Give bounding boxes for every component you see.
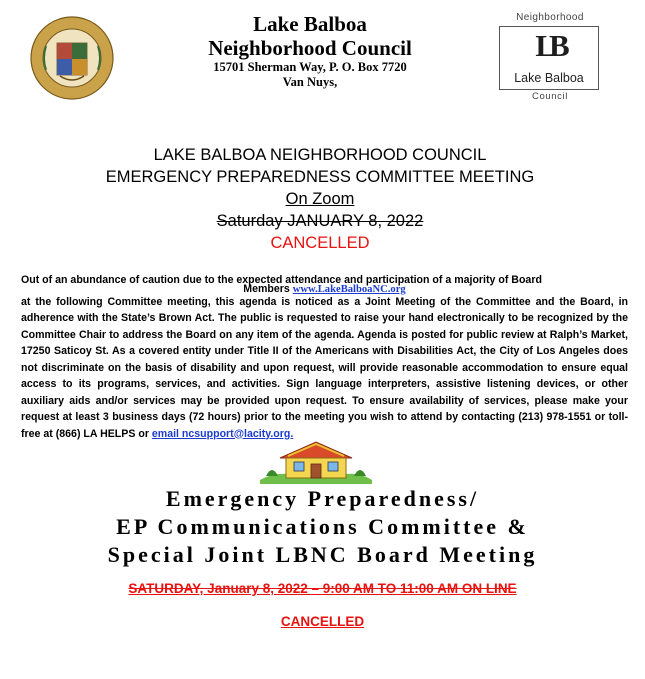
- logo-box: [499, 26, 599, 90]
- members-label: Members: [243, 282, 293, 295]
- city-seal-logo: [30, 16, 114, 100]
- lbnc-logo: [498, 12, 602, 100]
- address-line2: Van Nuys,: [282, 75, 338, 89]
- email-link[interactable]: email ncsupport@lacity.org.: [151, 427, 294, 440]
- main-heading-line1: Emergency Preparedness/: [165, 486, 480, 511]
- meeting-date-struck: Saturday JANUARY 8, 2022: [216, 212, 424, 230]
- notice-paragraph: [21, 272, 628, 442]
- meeting-venue: On Zoom: [285, 190, 355, 208]
- council-header: [150, 12, 470, 90]
- main-heading-line3: Special Joint LBNC Board Meeting: [107, 542, 538, 567]
- council-name-line2: Neighborhood Council: [208, 36, 412, 60]
- website-link[interactable]: www.LakeBalboaNC.org: [292, 283, 406, 295]
- schedule-status-cancelled: CANCELLED: [280, 614, 365, 629]
- meeting-status-cancelled: CANCELLED: [270, 234, 370, 252]
- council-name-line1: Lake Balboa: [253, 12, 367, 36]
- meeting-title-line1: LAKE BALBOA NEIGHBORHOOD COUNCIL: [153, 146, 487, 164]
- logo-bottom-text: Council: [532, 91, 568, 102]
- meeting-title-line2: EMERGENCY PREPAREDNESS COMMITTEE MEETING: [105, 168, 535, 186]
- logo-monogram: LB: [535, 28, 563, 63]
- main-heading-line2: EP Communications Committee &: [116, 514, 529, 539]
- schedule-datetime-struck: SATURDAY, January 8, 2022 – 9:00 AM TO 11:00 AM ON LINE: [128, 581, 517, 596]
- address-line1: 15701 Sherman Way, P. O. Box 7720: [213, 60, 407, 74]
- logo-top-text: Neighborhood: [516, 12, 584, 23]
- notice-text-part1: Out of an abundance of caution due to the expected attendance and participation of a majority of Board: [21, 274, 542, 286]
- notice-text-part2: at the following Committee meeting, this agenda is noticed as a Joint Meeting of the Committee and the Board, in adherence with the State’s Brown Act. The public is requested to raise your hand electronically to be recognized by the Committee Chair to address the Board on any item of the agenda. Agenda is posted for public review at Ralph’s Market, 17250 Saticoy St. As a covered entity under Title II of the Americans with Disabilities Act, the City of Los Angeles does not discriminate on the basis of disability and upon request, will provide reasonable accommodation to ensure equal access to its programs, services, and activities. Sign language interpreters, assistive listening devices, or other auxiliary aids and/or services may be provided upon request. To ensure availability of services, please make your request at least 3 business days (72 hours) prior to the meeting you wish to attend by contacting (213) 978-1551 or toll-free at (866) LA HELPS or: [21, 295, 628, 440]
- logo-place: Lake Balboa: [514, 71, 584, 85]
- house-clipart: [258, 440, 374, 484]
